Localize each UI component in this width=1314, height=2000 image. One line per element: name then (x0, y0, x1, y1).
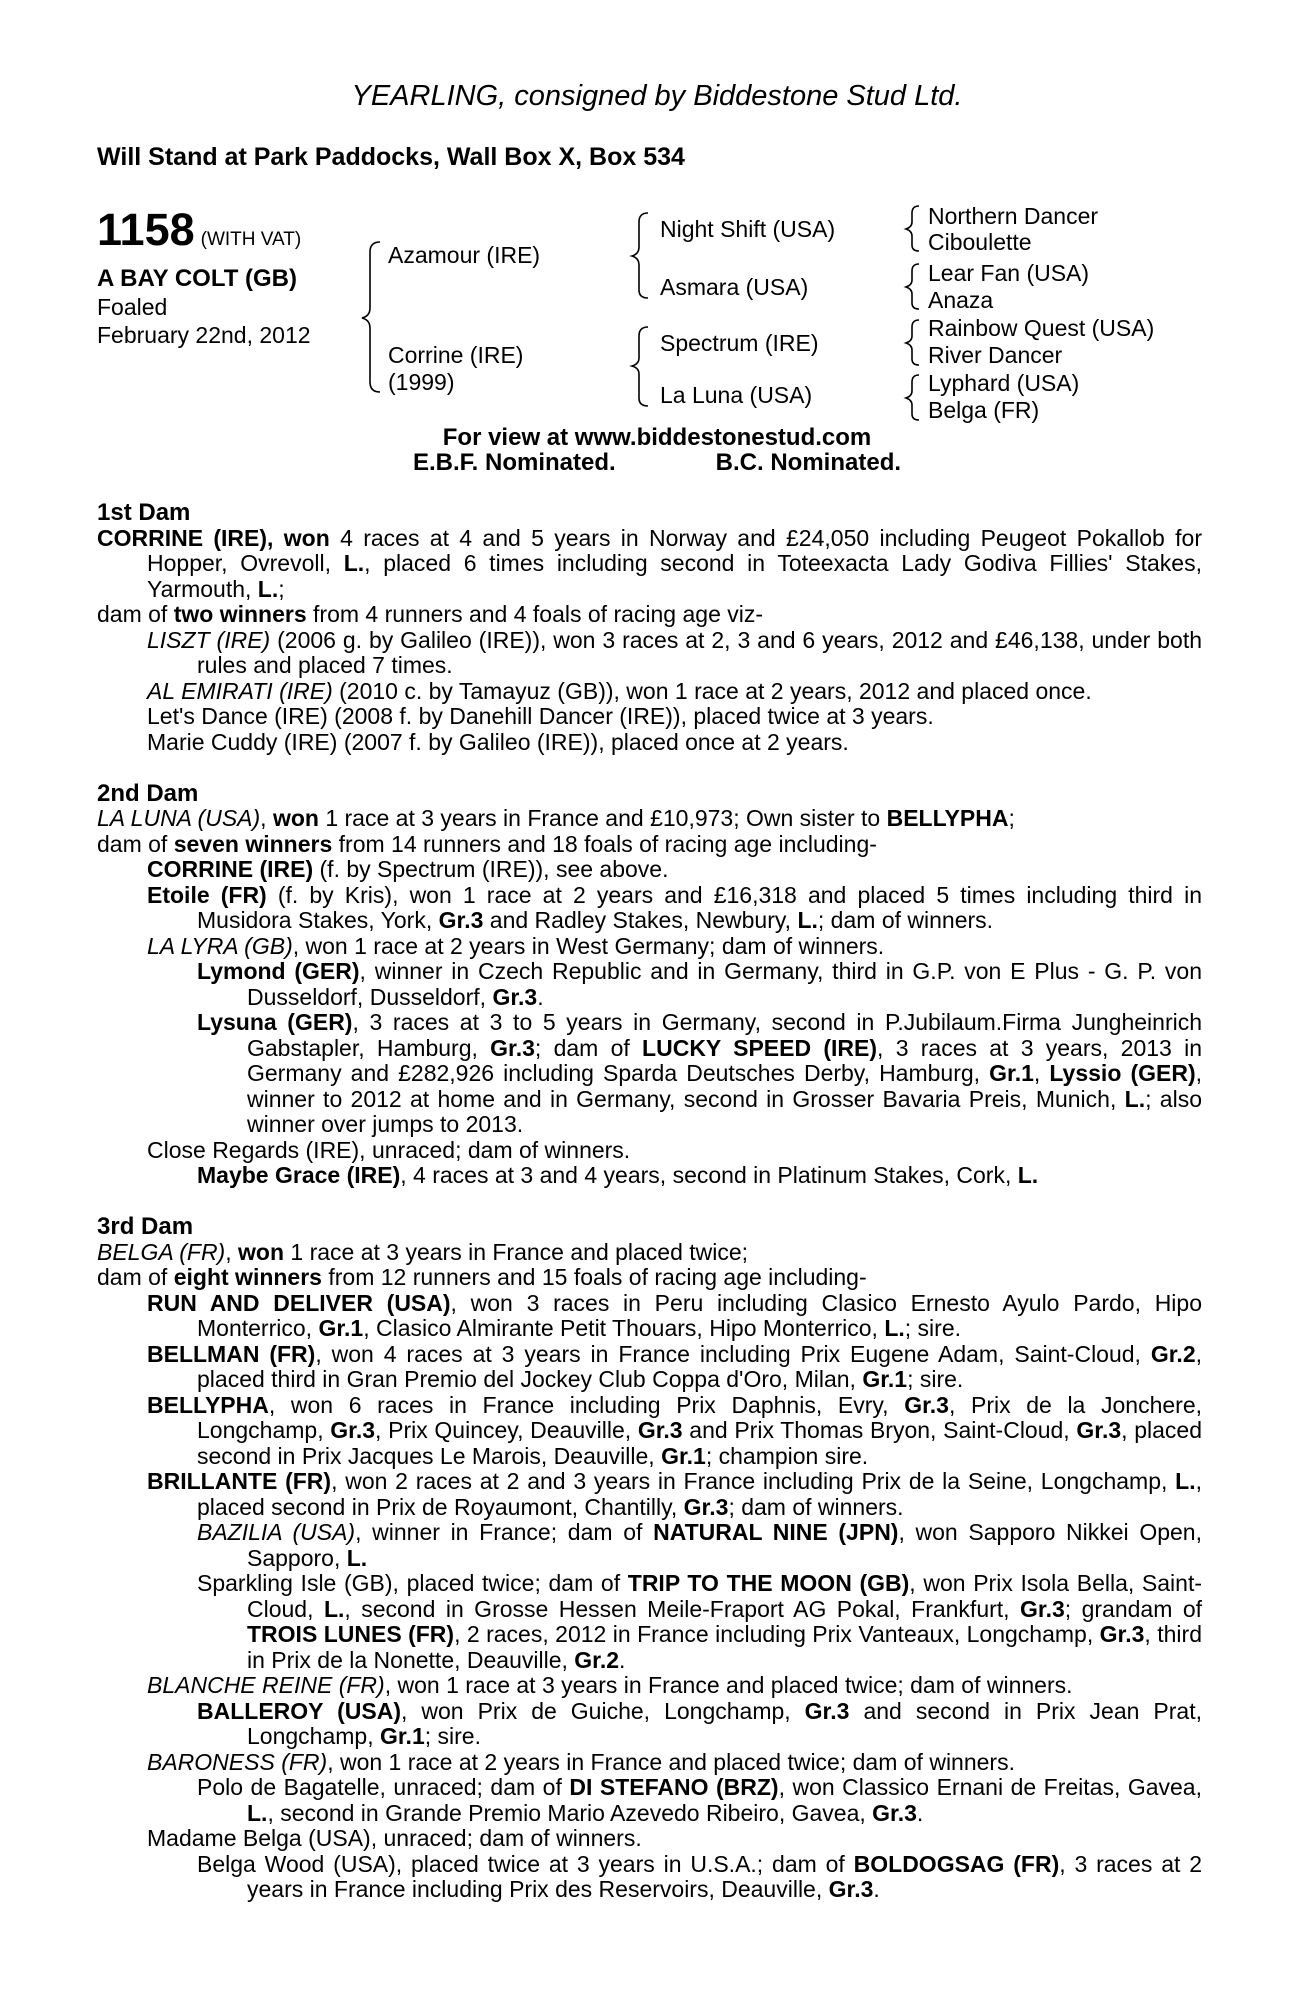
entry-text: Gr.1 (318, 1315, 364, 1341)
entry-text: (f. by Kris), won 1 race at 2 years and £16,318 and placed 5 times including third in Musidora Stakes, York, (197, 881, 1202, 933)
entry-text: CORRINE (IRE) (147, 856, 314, 882)
entry-text: L. (1175, 1468, 1196, 1494)
entry-text: ; grandam of (1064, 1595, 1202, 1622)
stand-location: Will Stand at Park Paddocks, Wall Box X, Box 534 (97, 143, 685, 171)
entry-text: , won 3 races in Peru including Clasico Ernesto Ayulo Pardo, Hipo Monterrico, (197, 1289, 1202, 1341)
second-dam-section (97, 806, 1202, 1189)
entry-text: , placed 6 times including second in Toteexacta Lady Godiva Fillies' Stakes, Yarmouth, (147, 550, 1202, 602)
pedigree-entry (97, 1673, 1202, 1699)
entry-text: BELGA (FR) (97, 1238, 226, 1265)
entry-text: Gr.2 (574, 1646, 620, 1673)
entry-text: Gr.3 (1076, 1417, 1122, 1443)
entry-text: , 4 races at 3 and 4 years, second in Platinum Stakes, Cork, (400, 1162, 1018, 1188)
vat-label: (WITH VAT) (200, 229, 302, 250)
pedigree-dam: Corrine (IRE) (388, 342, 524, 368)
entry-text: TRIP TO THE MOON (GB) (627, 1570, 910, 1596)
pedigree-g4-4: Anaza (928, 287, 994, 313)
entry-text: L. (257, 575, 279, 602)
entry-text: , 3 races at 3 years, 2013 in Germany and £282,926 including Sparda Deutsches Derby, Hamburg, (247, 1034, 1203, 1086)
entry-text: LA LUNA (USA) (97, 805, 261, 831)
entry-text: BELLMAN (FR) (147, 1340, 316, 1367)
entry-text: dam of (97, 1264, 174, 1290)
pedigree-entry (97, 806, 1202, 832)
entry-text: Gr.1 (862, 1366, 908, 1392)
entry-text: . (873, 1876, 880, 1902)
produce-record (97, 500, 1202, 1903)
entry-text: (f. by Spectrum (IRE)), see above. (313, 856, 669, 882)
entry-text: L. (797, 907, 818, 933)
pedigree-entry (97, 1240, 1202, 1266)
pedigree-entry (97, 1010, 1202, 1138)
bracket-sire-line (632, 213, 648, 298)
pedigree-g4-6: River Dancer (928, 342, 1063, 368)
entry-text: . (619, 1646, 626, 1673)
entry-text: won (238, 1238, 284, 1265)
entry-text: , won 6 races in France including Prix Daphnis, Evry, (268, 1391, 905, 1418)
entry-text: BALLEROY (USA) (197, 1697, 401, 1724)
second-dam-heading: 2nd Dam (97, 779, 199, 807)
foaled-label: Foaled (97, 294, 168, 320)
pedigree-entry (97, 1265, 1202, 1291)
entry-text: L. (884, 1315, 905, 1341)
entry-text: seven winners (173, 830, 333, 857)
website-note: For view at www.biddestonestud.com (442, 424, 872, 451)
entry-text: , won 2 races at 2 and 3 years in France including Prix de la Seine, Longchamp, (331, 1468, 1176, 1494)
entry-text: Gr.2 (1150, 1340, 1196, 1367)
pedigree-entry (97, 1393, 1202, 1470)
entry-text: BELLYPHA (886, 805, 1009, 831)
entry-text: and Radley Stakes, Newbury, (483, 907, 798, 933)
entry-text: L. (1124, 1085, 1146, 1112)
nominations (0, 449, 1314, 477)
entry-text: BARONESS (FR) (147, 1748, 328, 1775)
entry-text: 4 races at 4 and 5 years in Norway and £24,050 including Peugeot Pokallob for Hopper, Ovrevoll, (147, 524, 1203, 576)
entry-text: , Prix Quincey, Deauville, (375, 1417, 638, 1443)
entry-text: , (260, 805, 273, 831)
pedigree-entry (97, 704, 1202, 730)
entry-text: ; sire. (907, 1366, 964, 1392)
pedigree-entry (97, 1469, 1202, 1520)
entry-text: , third in Prix de la Nonette, Deauville, (247, 1621, 1202, 1673)
pedigree-entry (97, 730, 1202, 756)
entry-text: ; sire. (904, 1315, 962, 1341)
entry-text: BOLDOGSAG (FR) (853, 1850, 1060, 1877)
pedigree-entry (97, 883, 1202, 934)
entry-text: Gr.3 (490, 1034, 535, 1061)
entry-text: from 4 runners and 4 foals of racing age viz- (306, 601, 764, 627)
pedigree-entry (97, 1291, 1202, 1342)
first-dam-heading: 1st Dam (97, 499, 191, 526)
entry-text: Gr.3 (683, 1493, 729, 1520)
entry-text: L. (346, 1544, 368, 1571)
entry-text: , winner in Czech Republic and in Germany, third in G.P. von E Plus - G. P. von Dusseldorf, Dusseldorf, (247, 958, 1202, 1010)
catalogue-title: YEARLING, consigned by Biddestone Stud Ltd. (351, 80, 963, 112)
entry-text: ; dam of winners. (817, 907, 994, 933)
entry-text: ; sire. (424, 1723, 481, 1749)
pedigree-entry (97, 1699, 1202, 1750)
entry-text: L. (323, 1595, 345, 1622)
entry-text: Polo de Bagatelle, unraced; dam of (197, 1774, 570, 1800)
bracket-gen1 (362, 242, 380, 392)
entry-text: RUN AND DELIVER (USA) (147, 1289, 451, 1316)
entry-text: Let's Dance (IRE) (2008 f. by Danehill Dancer (IRE)), placed twice at 3 years. (147, 703, 934, 729)
pedigree-entry (97, 526, 1202, 603)
entry-text: , won Prix de Guiche, Longchamp, (400, 1697, 805, 1724)
entry-text: dam of (97, 601, 174, 627)
entry-text: and second in Prix Jean Prat, Longchamp, (247, 1697, 1202, 1749)
entry-text: ; (1008, 805, 1015, 831)
entry-text: and Prix Thomas Bryon, Saint-Cloud, (682, 1417, 1077, 1443)
entry-text: 1 race at 3 years in France and £10,973; Own sister to (318, 805, 887, 831)
entry-text: Gr.3 (438, 907, 484, 933)
entry-text: BAZILIA (USA) (197, 1519, 356, 1545)
first-dam-section (97, 526, 1202, 756)
entry-text: ; (278, 575, 285, 602)
pedigree-dam-dam: La Luna (USA) (660, 382, 813, 408)
pedigree-entry (97, 832, 1202, 858)
entry-text: , second in Grande Premio Mario Azevedo Ribeiro, Gavea, (267, 1799, 873, 1826)
entry-text: NATURAL NINE (JPN) (653, 1519, 899, 1545)
entry-text: BELLYPHA (147, 1391, 269, 1418)
entry-text: , 3 races at 3 to 5 years in Germany, second in P.Jubilaum.Firma Jungheinrich Gabstapler, Hamburg, (247, 1009, 1202, 1061)
pedigree-entry (97, 1520, 1202, 1571)
pedigree-g4-2: Ciboulette (928, 229, 1032, 255)
pedigree-entry (97, 1571, 1202, 1673)
pedigree-entry (97, 679, 1202, 705)
entry-text: DI STEFANO (BRZ) (569, 1774, 779, 1800)
entry-text: , 2 races, 2012 in France including Prix Vanteaux, Longchamp, (454, 1621, 1100, 1647)
entry-text: TROIS LUNES (FR) (247, 1621, 455, 1647)
entry-text: Gr.1 (379, 1723, 425, 1749)
entry-text: . (537, 983, 544, 1010)
entry-text: from 14 runners and 18 foals of racing age including- (332, 830, 877, 857)
entry-text: . (916, 1799, 924, 1826)
entry-text: Belga Wood (USA), placed twice at 3 years in U.S.A.; dam of (197, 1850, 854, 1877)
pedigree-sire: Azamour (IRE) (388, 242, 541, 268)
entry-text: Gr.3 (872, 1799, 917, 1826)
entry-text: ; dam of winners. (728, 1493, 904, 1520)
entry-text: 1 race at 3 years in France and placed twice; (284, 1238, 749, 1265)
entry-text: Gr.3 (828, 1876, 874, 1902)
pedigree-sire-dam: Asmara (USA) (660, 274, 809, 300)
entry-text: AL EMIRATI (IRE) (147, 677, 333, 704)
pedigree-sire-sire: Night Shift (USA) (660, 216, 836, 242)
entry-text: LISZT (IRE) (147, 626, 271, 653)
pedigree-g4-7: Lyphard (USA) (928, 370, 1080, 396)
entry-text: Marie Cuddy (IRE) (2007 f. by Galileo (IRE)), placed once at 2 years. (147, 728, 849, 755)
entry-text: , 3 races at 2 years in France including Prix des Reservoirs, Deauville, (247, 1850, 1203, 1902)
pedigree-entry (97, 1750, 1202, 1776)
entry-text: Maybe Grace (IRE) (197, 1162, 401, 1188)
entry-text: , won 4 races at 3 years in France including Prix Eugene Adam, Saint-Cloud, (315, 1340, 1151, 1367)
pedigree-g4-5: Rainbow Quest (USA) (928, 315, 1155, 341)
entry-text: Sparkling Isle (GB), placed twice; dam of (197, 1570, 628, 1596)
pedigree-entry (97, 1775, 1202, 1826)
horse-description: A BAY COLT (GB) (97, 265, 298, 292)
entry-text: Etoile (FR) (147, 881, 267, 908)
pedigree-dam-sire: Spectrum (IRE) (660, 330, 819, 356)
entry-text: L. (1017, 1162, 1039, 1188)
entry-text: Lymond (GER) (197, 958, 360, 984)
entry-text: BLANCHE REINE (FR) (147, 1672, 385, 1698)
entry-text: ; dam of (534, 1034, 643, 1061)
entry-text: , winner to 2012 at home and in Germany, second in Grosser Bavaria Preis, Munich, (247, 1060, 1202, 1112)
entry-text: , won Prix Isola Bella, Saint-Cloud, (247, 1570, 1203, 1622)
entry-text: ; champion sire. (705, 1442, 869, 1469)
entry-text: , second in Grosse Hessen Meile-Fraport AG Pokal, Frankfurt, (344, 1595, 1020, 1622)
pedigree-entry (97, 1138, 1202, 1164)
pedigree-entry (97, 1342, 1202, 1393)
entry-text: ; also winner over jumps to 2013. (247, 1085, 1202, 1137)
entry-text: L. (247, 1799, 268, 1826)
entry-text: LA LYRA (GB) (147, 932, 293, 959)
entry-text: LUCKY SPEED (IRE) (642, 1034, 878, 1061)
pedigree-entry (97, 1163, 1202, 1189)
entry-text: eight winners (173, 1264, 322, 1290)
entry-text: Gr.3 (637, 1417, 683, 1443)
entry-text: dam of (97, 830, 174, 857)
entry-text: Gr.3 (1099, 1621, 1145, 1647)
pedigree-entry (97, 934, 1202, 960)
lot-number: 1158 (97, 204, 195, 255)
entry-text: Gr.3 (804, 1697, 850, 1724)
third-dam-heading: 3rd Dam (97, 1213, 194, 1240)
pedigree-entry (97, 602, 1202, 628)
bc-nomination: B.C. Nominated. (715, 449, 902, 476)
entry-text: Lyssio (GER) (1049, 1060, 1196, 1086)
entry-text: , placed second in Prix de Royaumont, Chantilly, (197, 1468, 1202, 1520)
pedigree-entry (97, 628, 1202, 679)
entry-text: , Clasico Almirante Petit Thouars, Hipo Monterrico, (363, 1315, 885, 1341)
entry-text: Madame Belga (USA), unraced; dam of winners. (147, 1825, 642, 1851)
entry-text: Gr.3 (1020, 1595, 1065, 1622)
entry-text: (2010 c. by Tamayuz (GB)), won 1 race at 2 years, 2012 and placed once. (332, 677, 1092, 704)
entry-text: Gr.3 (904, 1391, 949, 1418)
entry-text: , (225, 1238, 238, 1265)
pedigree-dam-year: (1999) (388, 369, 455, 395)
entry-text: , Prix de la Jonchere, Longchamp, (197, 1391, 1202, 1443)
entry-text: L. (343, 550, 365, 576)
third-dam-section (97, 1240, 1202, 1903)
bracket-dam-line (632, 327, 648, 406)
pedigree-entry (97, 1826, 1202, 1852)
entry-text: , won Sapporo Nikkei Open, Sapporo, (247, 1519, 1202, 1571)
entry-text: two winners (173, 601, 307, 627)
entry-text: , placed third in Gran Premio del Jockey Club Coppa d'Oro, Milan, (197, 1340, 1203, 1392)
entry-text: , won Classico Ernani de Freitas, Gavea, (778, 1774, 1202, 1800)
entry-text: , won 1 race at 2 years in West Germany; dam of winners. (292, 932, 885, 959)
pedigree-g4-1: Northern Dancer (928, 203, 1099, 229)
entry-text: Close Regards (IRE), unraced; dam of winners. (147, 1136, 631, 1163)
entry-text: , placed second in Prix Jacques Le Marois, Deauville, (197, 1417, 1202, 1469)
entry-text: BRILLANTE (FR) (147, 1468, 332, 1494)
entry-text: CORRINE (IRE), won (97, 524, 330, 551)
pedigree-g4-8: Belga (FR) (928, 397, 1040, 423)
pedigree-g4-3: Lear Fan (USA) (928, 260, 1090, 286)
entry-text: , won 1 race at 2 years in France and placed twice; dam of winners. (327, 1748, 1015, 1775)
entry-text: Gr.3 (492, 983, 538, 1010)
entry-text: , won 1 race at 3 years in France and placed twice; dam of winners. (384, 1672, 1073, 1698)
entry-text: won (272, 805, 319, 831)
entry-text: from 12 runners and 15 foals of racing age including- (321, 1264, 867, 1290)
entry-text: Gr.1 (989, 1060, 1034, 1086)
ebf-nomination: E.B.F. Nominated. (412, 449, 616, 476)
pedigree-entry (97, 1852, 1202, 1903)
entry-text: , winner in France; dam of (355, 1519, 654, 1545)
pedigree-brackets (0, 0, 1314, 430)
entry-text: Lysuna (GER) (197, 1009, 353, 1035)
pedigree-entry (97, 857, 1202, 883)
pedigree-entry (97, 959, 1202, 1010)
entry-text: , (1033, 1060, 1050, 1086)
entry-text: Gr.1 (661, 1442, 706, 1469)
foaled-date: February 22nd, 2012 (97, 322, 311, 348)
entry-text: (2006 g. by Galileo (IRE)), won 3 races at 2, 3 and 6 years, 2012 and £46,138, under both rules and placed 7 times. (197, 626, 1203, 678)
entry-text: Gr.3 (330, 1417, 376, 1443)
